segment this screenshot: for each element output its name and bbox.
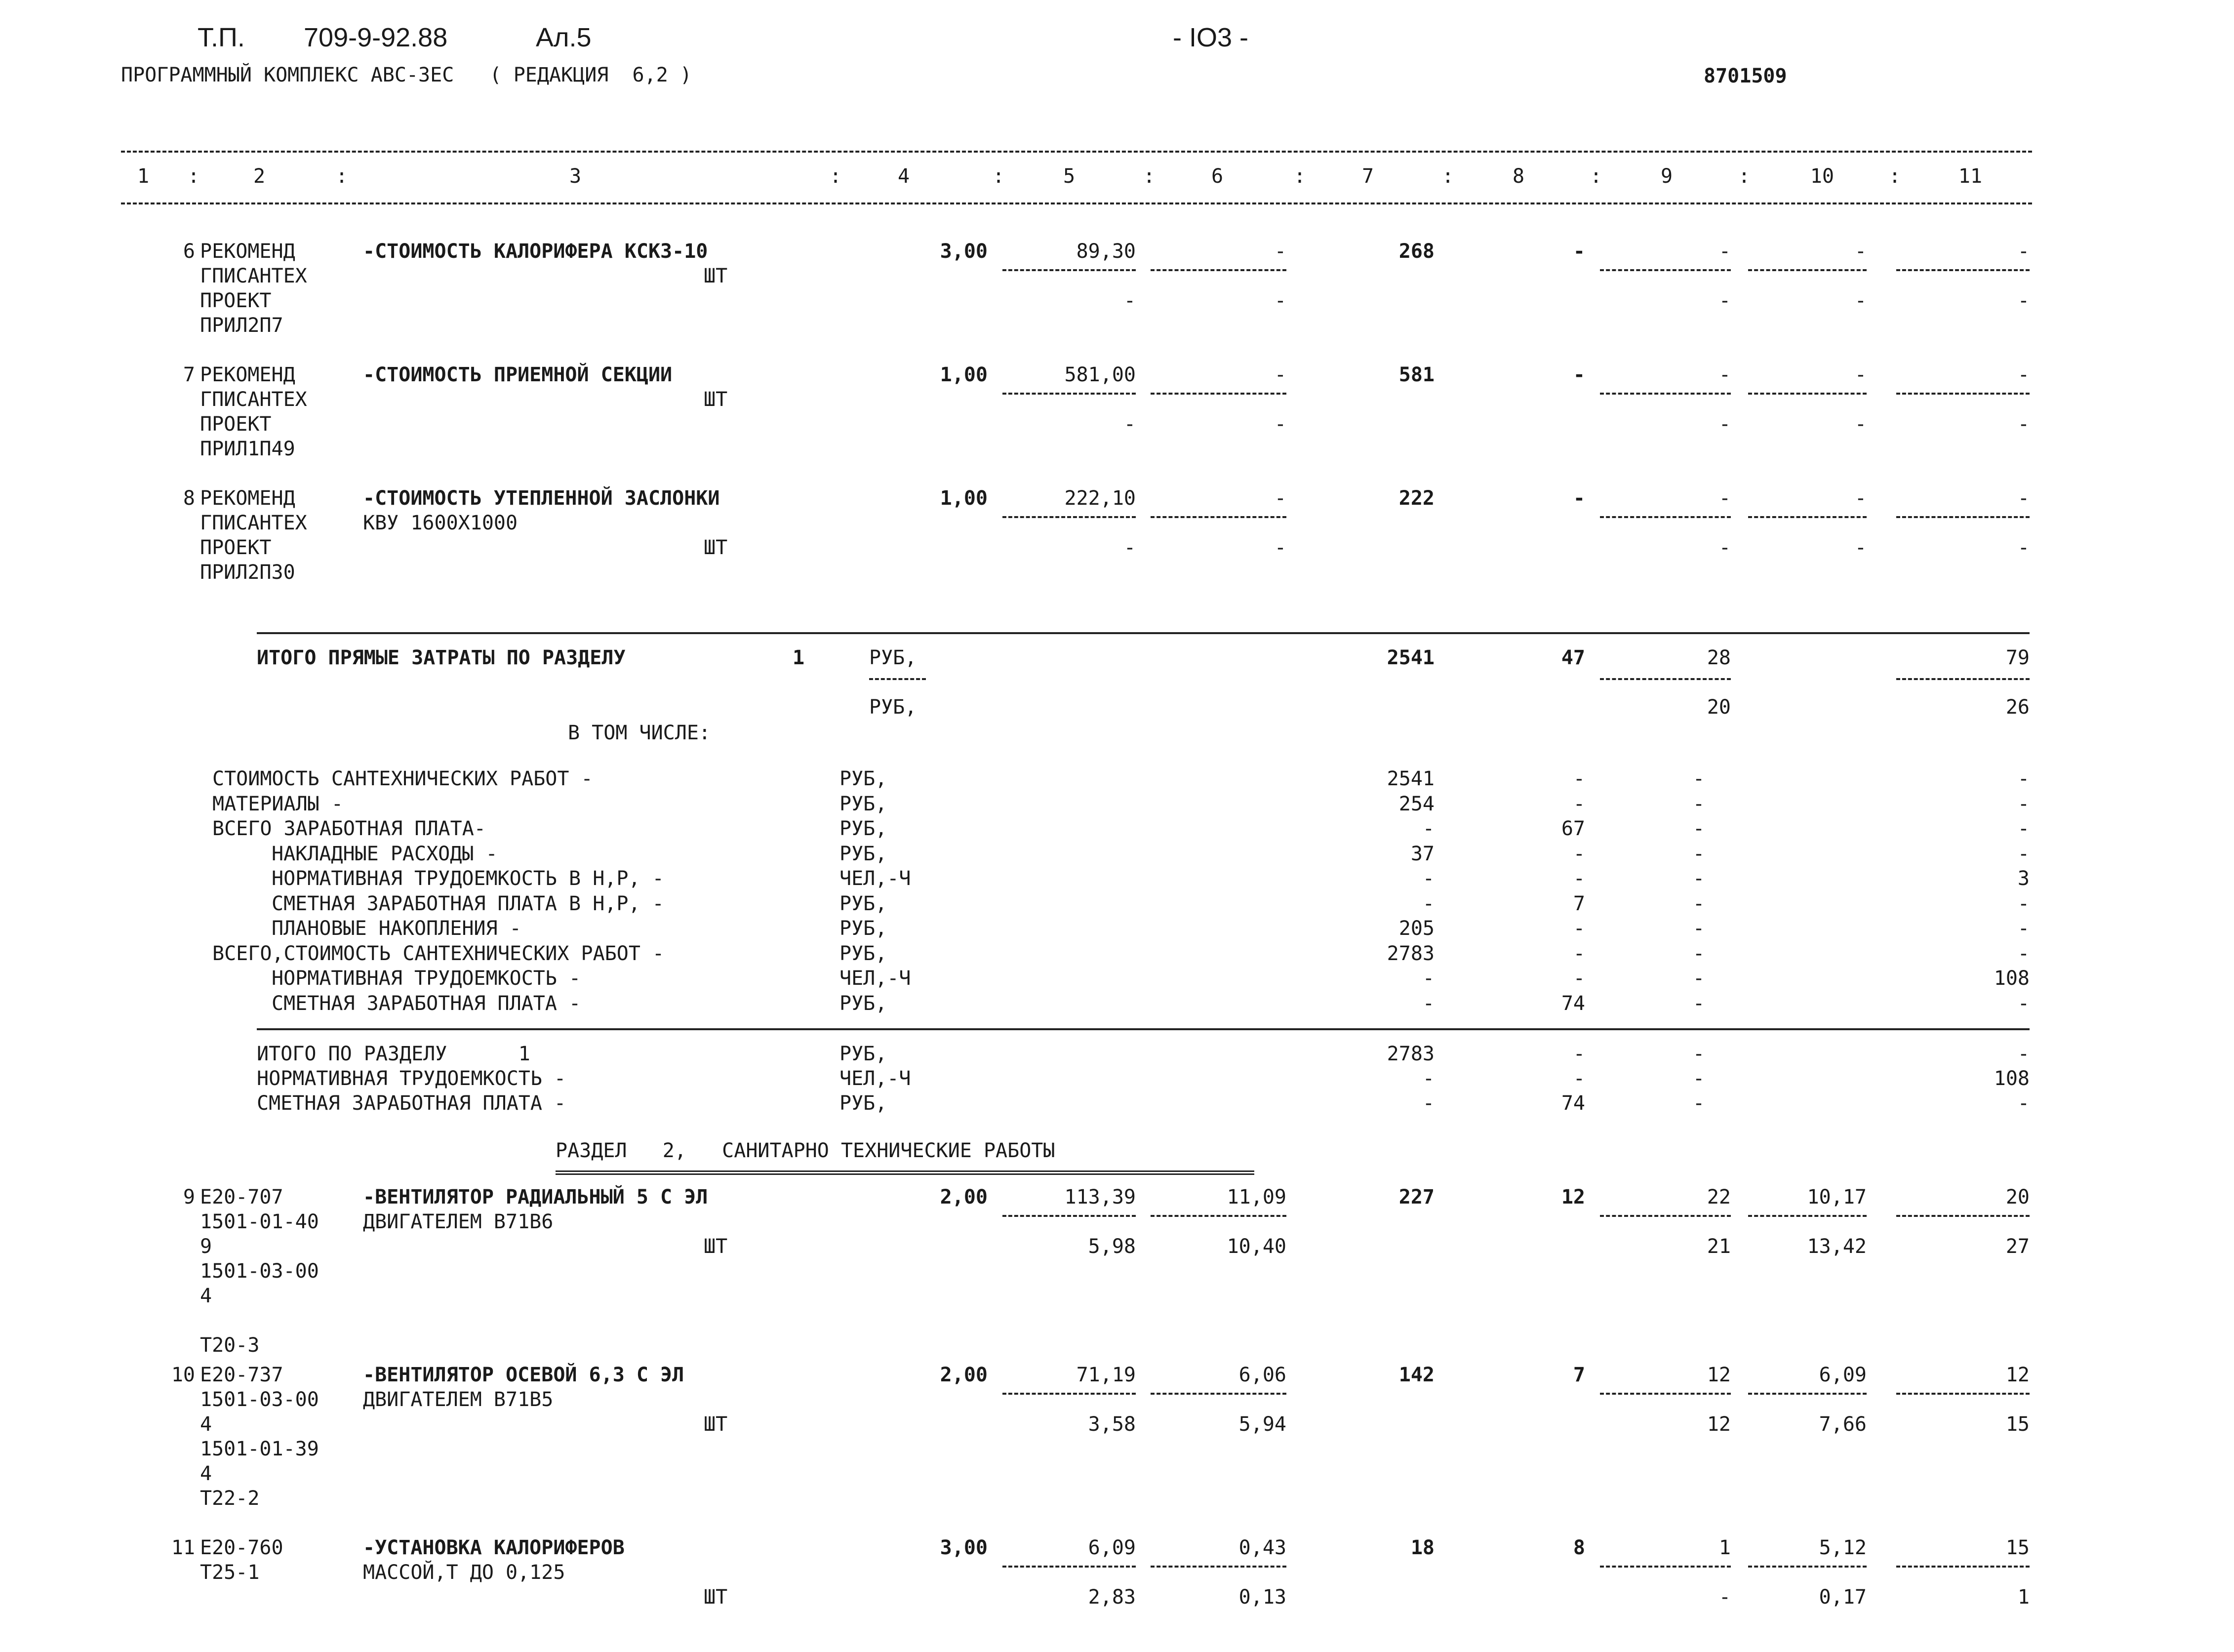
item-code: 4	[200, 1462, 212, 1485]
item-code: ГПИСАНТЕХ	[200, 512, 307, 534]
col5-lower: -	[1123, 289, 1136, 312]
column-number: 6	[1211, 165, 1224, 188]
direct-costs-label: ИТОГО ПРЯМЫЕ ЗАТРАТЫ ПО РАЗДЕЛУ	[257, 646, 626, 669]
item-code: Т22-2	[200, 1487, 260, 1510]
item-code: ПРОЕКТ	[200, 289, 272, 312]
col11-lower: 27	[2005, 1235, 2030, 1258]
col5-fraction-line	[1002, 1393, 1136, 1395]
total-cost: 581	[1398, 363, 1435, 386]
col11-fraction-line	[1896, 1215, 2030, 1217]
col10-upper: 6,09	[1819, 1364, 1867, 1386]
unit: ШТ	[704, 536, 728, 559]
col10-upper: -	[1854, 240, 1867, 263]
item-name: МАССОЙ,Т ДО 0,125	[363, 1561, 565, 1584]
breakdown-c7: 254	[1398, 792, 1435, 815]
col9-fraction-line	[1600, 269, 1731, 271]
breakdown-label: НОРМАТИВНАЯ ТРУДОЕМКОСТЬ В Н,Р, -	[272, 867, 664, 890]
breakdown-unit: РУБ,	[839, 992, 887, 1015]
breakdown-label: СМЕТНАЯ ЗАРАБОТНАЯ ПЛАТА В Н,Р, -	[272, 892, 664, 915]
column-number: 11	[1958, 165, 1983, 188]
breakdown-label: СТОИМОСТЬ САНТЕХНИЧЕСКИХ РАБОТ -	[212, 767, 593, 790]
album-label: Ал.5	[536, 23, 592, 52]
row-number: 6	[183, 240, 195, 263]
including-label: В ТОМ ЧИСЛЕ:	[568, 722, 711, 744]
col10-fraction-line	[1748, 269, 1867, 271]
breakdown-c9: -	[1692, 992, 1705, 1015]
c9-fraction-line	[1600, 678, 1731, 680]
total-cost: 142	[1398, 1364, 1435, 1386]
column-separator: :	[830, 165, 842, 188]
col5-fraction-line	[1002, 1215, 1136, 1217]
col5-lower: 2,83	[1088, 1586, 1136, 1609]
direct-costs-section: 1	[793, 646, 805, 669]
breakdown-c9: -	[1692, 967, 1705, 990]
column-number: 8	[1512, 165, 1525, 188]
col6-lower: -	[1274, 289, 1286, 312]
col11-fraction-line	[1896, 269, 2030, 271]
item-name: -СТОИМОСТЬ КАЛОРИФЕРА КСК3-10	[363, 240, 708, 263]
col9-fraction-line	[1600, 1215, 1731, 1217]
col5-lower: -	[1123, 536, 1136, 559]
item-name: ДВИГАТЕЛЕМ В71В5	[363, 1388, 554, 1411]
direct-costs-total: 2541	[1387, 646, 1435, 669]
program-line: ПРОГРАММНЫЙ КОМПЛЕКС АВС-3ЕС ( РЕДАКЦИЯ 6,2 )	[121, 64, 692, 86]
total-cost: 18	[1410, 1536, 1435, 1559]
breakdown-c9: -	[1692, 942, 1705, 965]
col9-upper: -	[1718, 363, 1731, 386]
section-total-c7: -	[1422, 1067, 1435, 1090]
breakdown-label: ВСЕГО,СТОИМОСТЬ САНТЕХНИЧЕСКИХ РАБОТ -	[212, 942, 665, 965]
section-total-c7: 2783	[1387, 1043, 1435, 1065]
row-number: 11	[171, 1536, 195, 1559]
col11-lower: 1	[2017, 1586, 2030, 1609]
column-number: 3	[569, 165, 582, 188]
col6-upper: -	[1274, 363, 1286, 386]
breakdown-c9: -	[1692, 867, 1705, 890]
breakdown-c7: -	[1422, 892, 1435, 915]
column-separator: :	[1294, 165, 1306, 188]
section-total-c9: -	[1692, 1043, 1705, 1065]
section-2-title: РАЗДЕЛ 2, САНИТАРНО ТЕХНИЧЕСКИЕ РАБОТЫ	[556, 1139, 1055, 1162]
col10-lower: -	[1854, 289, 1867, 312]
total-cost: 268	[1398, 240, 1435, 263]
total-wages: 7	[1573, 1364, 1585, 1386]
col11-fraction-line	[1896, 393, 2030, 395]
breakdown-label: ВСЕГО ЗАРАБОТНАЯ ПЛАТА-	[212, 817, 486, 840]
col9-fraction-line	[1600, 1566, 1731, 1568]
item-code: РЕКОМЕНД	[200, 240, 295, 263]
col10-fraction-line	[1748, 393, 1867, 395]
col11-lower: 15	[2005, 1413, 2030, 1436]
breakdown-bottom-rule	[257, 1028, 2030, 1030]
item-code: 1501-01-40	[200, 1210, 319, 1233]
section-total-unit: РУБ,	[839, 1092, 887, 1115]
item-code: Е20-760	[200, 1536, 283, 1559]
col9-lower: -	[1718, 413, 1731, 436]
item-name: ДВИГАТЕЛЕМ В71В6	[363, 1210, 554, 1233]
item-name: -ВЕНТИЛЯТОР ОСЕВОЙ 6,3 С ЭЛ	[363, 1364, 684, 1386]
breakdown-unit: РУБ,	[839, 892, 887, 915]
unit-fraction-line	[869, 678, 926, 680]
col6-lower: 0,13	[1238, 1586, 1286, 1609]
item-code: ПРИЛ2П7	[200, 314, 283, 337]
breakdown-unit: РУБ,	[839, 817, 887, 840]
breakdown-c7: -	[1422, 992, 1435, 1015]
col9-fraction-line	[1600, 516, 1731, 518]
item-code: 4	[200, 1413, 212, 1436]
col10-lower: -	[1854, 536, 1867, 559]
row-number: 10	[171, 1364, 195, 1386]
direct-costs-c9-upper: 28	[1707, 646, 1731, 669]
breakdown-unit: РУБ,	[839, 842, 887, 865]
col10-lower: 0,17	[1819, 1586, 1867, 1609]
col6-lower: -	[1274, 413, 1286, 436]
item-code: 4	[200, 1285, 212, 1307]
col6-fraction-line	[1151, 1566, 1286, 1568]
breakdown-c9: -	[1692, 817, 1705, 840]
col9-lower: 21	[1707, 1235, 1731, 1258]
column-number: 1	[137, 165, 150, 188]
col10-lower: 7,66	[1819, 1413, 1867, 1436]
col11-upper: -	[2017, 363, 2030, 386]
quantity: 1,00	[940, 363, 988, 386]
breakdown-c8: -	[1573, 792, 1585, 815]
direct-costs-unit: РУБ,	[869, 646, 917, 669]
direct-costs-wages: 47	[1561, 646, 1585, 669]
col9-upper: 22	[1707, 1186, 1731, 1209]
breakdown-c7: 2541	[1387, 767, 1435, 790]
total-wages: -	[1573, 487, 1585, 510]
section-total-c9: -	[1692, 1067, 1705, 1090]
breakdown-unit: РУБ,	[839, 917, 887, 940]
quantity: 2,00	[940, 1186, 988, 1209]
col5-lower: 5,98	[1088, 1235, 1136, 1258]
total-wages: 12	[1561, 1186, 1585, 1209]
col10-upper: 5,12	[1819, 1536, 1867, 1559]
col10-upper: 10,17	[1807, 1186, 1867, 1209]
col11-lower: -	[2017, 536, 2030, 559]
breakdown-c8: 67	[1561, 817, 1585, 840]
section-total-label: НОРМАТИВНАЯ ТРУДОЕМКОСТЬ -	[257, 1067, 566, 1090]
col6-fraction-line	[1151, 516, 1286, 518]
section-total-label: ИТОГО ПО РАЗДЕЛУ 1	[257, 1043, 530, 1065]
col9-upper: -	[1718, 240, 1731, 263]
breakdown-c7: -	[1422, 817, 1435, 840]
item-code: ПРОЕКТ	[200, 413, 272, 436]
col11-lower: -	[2017, 289, 2030, 312]
breakdown-c9: -	[1692, 792, 1705, 815]
section-total-c7: -	[1422, 1092, 1435, 1115]
breakdown-unit: РУБ,	[839, 942, 887, 965]
item-code: 9	[200, 1235, 212, 1258]
col5-upper: 113,39	[1064, 1186, 1136, 1209]
direct-costs-c11-lower: 26	[2005, 696, 2030, 719]
col6-lower: 10,40	[1227, 1235, 1286, 1258]
column-number: 2	[253, 165, 266, 188]
page-number: - IO3 -	[1173, 23, 1249, 52]
unit: ШТ	[704, 1586, 728, 1609]
breakdown-c9: -	[1692, 767, 1705, 790]
breakdown-c11: 108	[1994, 967, 2030, 990]
total-wages: -	[1573, 240, 1585, 263]
breakdown-c8: -	[1573, 767, 1585, 790]
row-number: 9	[183, 1186, 195, 1209]
col5-fraction-line	[1002, 1566, 1136, 1568]
row-number: 7	[183, 363, 195, 386]
column-separator: :	[993, 165, 1005, 188]
col9-upper: 1	[1718, 1536, 1731, 1559]
unit: ШТ	[704, 388, 728, 411]
col5-upper: 222,10	[1064, 487, 1136, 510]
col11-fraction-line	[1896, 516, 2030, 518]
section-total-c11: -	[2017, 1092, 2030, 1115]
unit: ШТ	[704, 1413, 728, 1436]
quantity: 2,00	[940, 1364, 988, 1386]
breakdown-c11: -	[2017, 917, 2030, 940]
col10-fraction-line	[1748, 1393, 1867, 1395]
breakdown-unit: ЧЕЛ,-Ч	[839, 867, 911, 890]
item-name: КВУ 1600Х1000	[363, 512, 518, 534]
quantity: 3,00	[940, 240, 988, 263]
breakdown-c11: -	[2017, 992, 2030, 1015]
col5-upper: 71,19	[1076, 1364, 1136, 1386]
col5-upper: 6,09	[1088, 1536, 1136, 1559]
col11-lower: -	[2017, 413, 2030, 436]
col6-upper: 0,43	[1238, 1536, 1286, 1559]
col11-upper: -	[2017, 240, 2030, 263]
column-separator: :	[1590, 165, 1602, 188]
col9-lower: 12	[1707, 1413, 1731, 1436]
item-name: -УСТАНОВКА КАЛОРИФЕРОВ	[363, 1536, 625, 1559]
breakdown-c8: -	[1573, 967, 1585, 990]
breakdown-unit: РУБ,	[839, 767, 887, 790]
column-separator: :	[1442, 165, 1454, 188]
col10-upper: -	[1854, 363, 1867, 386]
col10-lower: -	[1854, 413, 1867, 436]
col6-upper: -	[1274, 240, 1286, 263]
breakdown-c11: -	[2017, 767, 2030, 790]
col6-upper: 6,06	[1238, 1364, 1286, 1386]
breakdown-c11: -	[2017, 817, 2030, 840]
col9-lower: -	[1718, 536, 1731, 559]
col6-fraction-line	[1151, 1215, 1286, 1217]
item-name: -СТОИМОСТЬ УТЕПЛЕННОЙ ЗАСЛОНКИ	[363, 487, 720, 510]
breakdown-unit: РУБ,	[839, 792, 887, 815]
item-code: РЕКОМЕНД	[200, 487, 295, 510]
column-separator: :	[1738, 165, 1751, 188]
col9-lower: -	[1718, 289, 1731, 312]
breakdown-c11: 3	[2017, 867, 2030, 890]
row-number: 8	[183, 487, 195, 510]
col6-fraction-line	[1151, 269, 1286, 271]
col5-fraction-line	[1002, 269, 1136, 271]
item-code: 1501-03-00	[200, 1388, 319, 1411]
section-total-unit: РУБ,	[839, 1043, 887, 1065]
project-code: 709-9-92.88	[304, 23, 448, 52]
col5-upper: 581,00	[1064, 363, 1136, 386]
column-number: 7	[1361, 165, 1374, 188]
direct-costs-c9-lower: 20	[1707, 696, 1731, 719]
col5-lower: -	[1123, 413, 1136, 436]
section-total-c8: -	[1573, 1067, 1585, 1090]
breakdown-label: СМЕТНАЯ ЗАРАБОТНАЯ ПЛАТА -	[272, 992, 581, 1015]
col9-fraction-line	[1600, 1393, 1731, 1395]
breakdown-c11: -	[2017, 842, 2030, 865]
breakdown-c7: 2783	[1387, 942, 1435, 965]
col9-upper: -	[1718, 487, 1731, 510]
item-code: ГПИСАНТЕХ	[200, 265, 307, 287]
breakdown-unit: ЧЕЛ,-Ч	[839, 967, 911, 990]
section-total-c11: -	[2017, 1043, 2030, 1065]
col11-upper: 12	[2005, 1364, 2030, 1386]
breakdown-c11: -	[2017, 792, 2030, 815]
breakdown-c8: -	[1573, 867, 1585, 890]
total-cost: 222	[1398, 487, 1435, 510]
column-number: 10	[1810, 165, 1835, 188]
breakdown-label: НОРМАТИВНАЯ ТРУДОЕМКОСТЬ -	[272, 967, 581, 990]
col9-lower: -	[1718, 1586, 1731, 1609]
col11-upper: -	[2017, 487, 2030, 510]
breakdown-c7: 37	[1410, 842, 1435, 865]
col11-upper: 15	[2005, 1536, 2030, 1559]
section-2-underline	[556, 1170, 1254, 1175]
column-number: 5	[1063, 165, 1076, 188]
column-number: 9	[1660, 165, 1673, 188]
direct-costs-c11-upper: 79	[2005, 646, 2030, 669]
breakdown-c7: -	[1422, 867, 1435, 890]
item-code: Е20-707	[200, 1186, 283, 1209]
breakdown-c9: -	[1692, 842, 1705, 865]
col11-upper: 20	[2005, 1186, 2030, 1209]
breakdown-c7: 205	[1398, 917, 1435, 940]
header-rule-top	[121, 151, 2032, 153]
col10-lower: 13,42	[1807, 1235, 1867, 1258]
quantity: 3,00	[940, 1536, 988, 1559]
section-total-c8: -	[1573, 1043, 1585, 1065]
col6-fraction-line	[1151, 393, 1286, 395]
item-code: Е20-737	[200, 1364, 283, 1386]
total-cost: 227	[1398, 1186, 1435, 1209]
section-total-label: СМЕТНАЯ ЗАРАБОТНАЯ ПЛАТА -	[257, 1092, 566, 1115]
section-total-unit: ЧЕЛ,-Ч	[839, 1067, 911, 1090]
breakdown-c8: -	[1573, 942, 1585, 965]
item-code: 1501-01-39	[200, 1438, 319, 1460]
column-separator: :	[336, 165, 348, 188]
col9-upper: 12	[1707, 1364, 1731, 1386]
col11-fraction-line	[1896, 1393, 2030, 1395]
c11-fraction-line	[1896, 678, 2030, 680]
breakdown-c7: -	[1422, 967, 1435, 990]
breakdown-label: ПЛАНОВЫЕ НАКОПЛЕНИЯ -	[272, 917, 521, 940]
summary-top-rule	[257, 632, 2030, 634]
breakdown-c9: -	[1692, 892, 1705, 915]
col6-upper: -	[1274, 487, 1286, 510]
column-number: 4	[897, 165, 910, 188]
col6-lower: 5,94	[1238, 1413, 1286, 1436]
item-code: ПРОЕКТ	[200, 536, 272, 559]
col10-upper: -	[1854, 487, 1867, 510]
total-wages: 8	[1573, 1536, 1585, 1559]
section-total-c9: -	[1692, 1092, 1705, 1115]
item-code: Т20-3	[200, 1334, 260, 1357]
breakdown-c8: -	[1573, 917, 1585, 940]
breakdown-label: МАТЕРИАЛЫ -	[212, 792, 343, 815]
col10-fraction-line	[1748, 516, 1867, 518]
total-wages: -	[1573, 363, 1585, 386]
item-code: РЕКОМЕНД	[200, 363, 295, 386]
column-separator: :	[188, 165, 200, 188]
item-code: Т25-1	[200, 1561, 260, 1584]
breakdown-label: НАКЛАДНЫЕ РАСХОДЫ -	[272, 842, 498, 865]
column-separator: :	[1889, 165, 1901, 188]
col10-fraction-line	[1748, 1215, 1867, 1217]
unit: ШТ	[704, 1235, 728, 1258]
breakdown-c8: 74	[1561, 992, 1585, 1015]
item-name: -СТОИМОСТЬ ПРИЕМНОЙ СЕКЦИИ	[363, 363, 673, 386]
breakdown-c8: -	[1573, 842, 1585, 865]
col6-upper: 11,09	[1227, 1186, 1286, 1209]
unit: ШТ	[704, 265, 728, 287]
section-total-c11: 108	[1994, 1067, 2030, 1090]
item-name: -ВЕНТИЛЯТОР РАДИАЛЬНЫЙ 5 С ЭЛ	[363, 1186, 708, 1209]
col10-fraction-line	[1748, 1566, 1867, 1568]
col9-fraction-line	[1600, 393, 1731, 395]
col5-upper: 89,30	[1076, 240, 1136, 263]
tp-label: Т.П.	[198, 23, 245, 52]
col6-fraction-line	[1151, 1393, 1286, 1395]
item-code: 1501-03-00	[200, 1260, 319, 1283]
document-code: 8701509	[1704, 65, 1787, 87]
breakdown-c11: -	[2017, 942, 2030, 965]
breakdown-c11: -	[2017, 892, 2030, 915]
col6-lower: -	[1274, 536, 1286, 559]
direct-costs-unit-2: РУБ,	[869, 696, 917, 719]
col5-lower: 3,58	[1088, 1413, 1136, 1436]
col11-fraction-line	[1896, 1566, 2030, 1568]
item-code: ГПИСАНТЕХ	[200, 388, 307, 411]
quantity: 1,00	[940, 487, 988, 510]
item-code: ПРИЛ1П49	[200, 438, 295, 460]
item-code: ПРИЛ2П30	[200, 561, 295, 584]
breakdown-c9: -	[1692, 917, 1705, 940]
col5-fraction-line	[1002, 516, 1136, 518]
header-rule-bottom	[121, 202, 2032, 204]
breakdown-c8: 7	[1573, 892, 1585, 915]
section-total-c8: 74	[1561, 1092, 1585, 1115]
col5-fraction-line	[1002, 393, 1136, 395]
column-separator: :	[1143, 165, 1156, 188]
